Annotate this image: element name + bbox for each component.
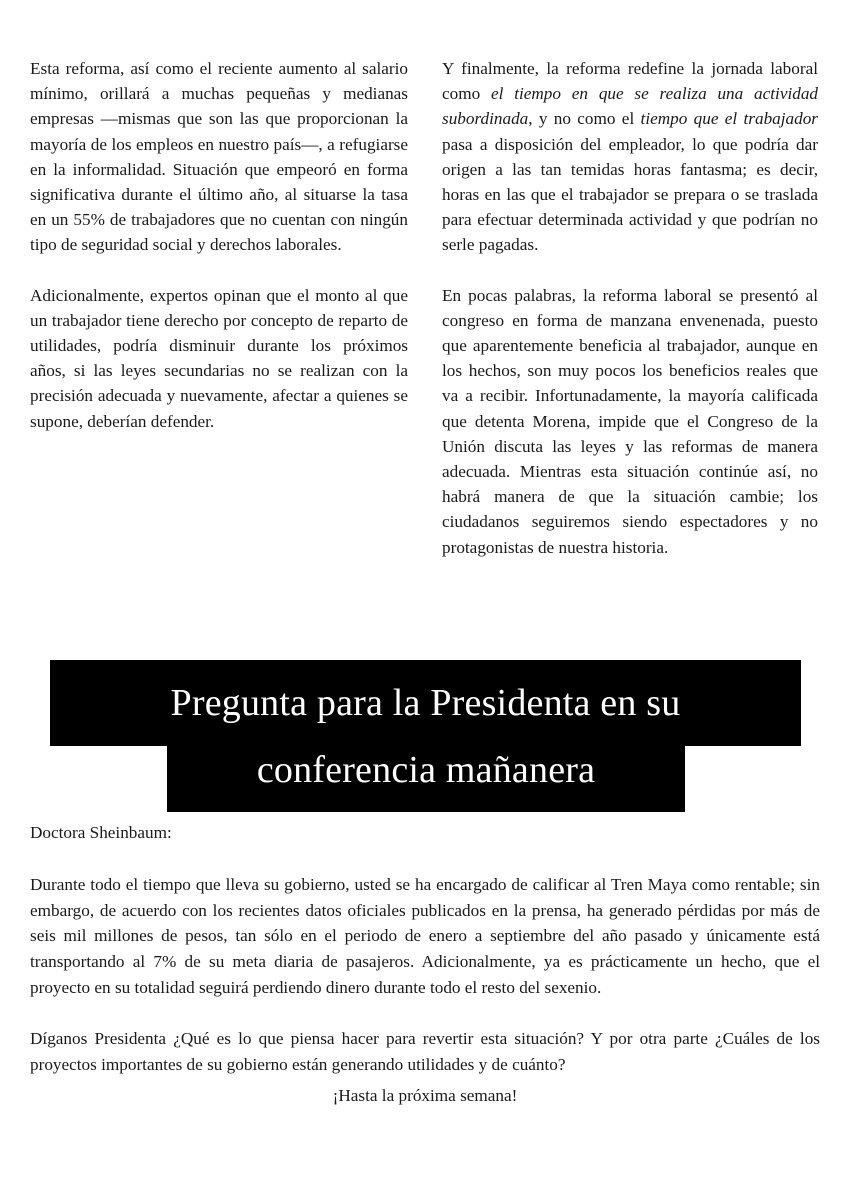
letter-paragraph-2: Díganos Presidenta ¿Qué es lo que piensa hacer para revertir esta situación? Y por otra parte ¿Cuáles de los proyectos importantes de su gobierno están generando utilidades y de cuánto? bbox=[30, 1028, 820, 1074]
letter-body bbox=[30, 820, 820, 1109]
right-paragraph-1-emphasis-1: el tiempo en que se realiza una actividad subordinada bbox=[442, 84, 819, 129]
right-paragraph-1 bbox=[442, 56, 818, 258]
left-column bbox=[30, 56, 408, 459]
right-paragraph-1-emphasis-2: tiempo que el trabajador bbox=[640, 109, 818, 129]
left-paragraph-1: Esta reforma, así como el reciente aumento al salario mínimo, orillará a muchas pequeñas y medianas empresas —mismas que son las que proporcionan la mayoría de los empleos en nuestro país—, a refugiarse en la informalidad. Situación que empeoró en forma significativa durante el último año, al situarse la tasa en un 55% de trabajadores que no cuentan con ningún tipo de seguridad social y derechos laborales. bbox=[30, 59, 408, 255]
right-column bbox=[442, 56, 818, 585]
headline-line-1: Pregunta para la Presidenta en su bbox=[50, 660, 801, 746]
left-paragraph-2: Adicionalmente, expertos opinan que el monto al que un trabajador tiene derecho por concepto de reparto de utilidades, podría disminuir durante los próximos años, si las leyes secundarias no se realizan con la precisión adecuada y nuevamente, afectar a quienes se supone, deberían defender. bbox=[30, 285, 408, 431]
right-paragraph-1-text-c: pasa a disposición del empleador, lo que podría dar origen a las tan temidas horas fantasma; es decir, horas en las que el trabajador se prepara o se traslada para efectuar determinada actividad y que podrían no serle pagadas. bbox=[442, 134, 818, 255]
right-paragraph-1-text-a: Y finalmente, la reforma redefine la jornada laboral como bbox=[442, 59, 818, 104]
letter-closing: ¡Hasta la próxima semana! bbox=[332, 1086, 518, 1106]
letter-paragraph-1: Durante todo el tiempo que lleva su gobierno, usted se ha encargado de calificar al Tren Maya como rentable; sin embargo, de acuerdo con los recientes datos oficiales publicados en la prensa, ha generado pérdidas por más de seis mil millones de pesos, tan sólo en el periodo de enero a septiembre del año pasado y únicamente está transportando al 7% de su meta diaria de pasajeros. Adicionalmente, ya es prácticamente un hecho, que el proyecto en su totalidad seguirá perdiendo dinero durante todo el resto del sexenio. bbox=[30, 874, 820, 997]
right-paragraph-2: En pocas palabras, la reforma laboral se presentó al congreso en forma de manzana envenenada, puesto que aparentemente beneficia al trabajador, aunque en los hechos, son muy pocos los beneficios reales que va a recibir. Infortunadamente, la mayoría calificada que detenta Morena, impide que el Congreso de la Unión discuta las leyes y las reformas de manera adecuada. Mientras esta situación continúe así, no habrá manera de que la situación cambie; los ciudadanos seguiremos siendo espectadores y no protagonistas de nuestra historia. bbox=[442, 285, 818, 557]
right-paragraph-1-text-b: , y no como el bbox=[528, 109, 641, 129]
headline-line-2: conferencia mañanera bbox=[167, 728, 685, 812]
letter-salutation: Doctora Sheinbaum: bbox=[30, 823, 172, 842]
